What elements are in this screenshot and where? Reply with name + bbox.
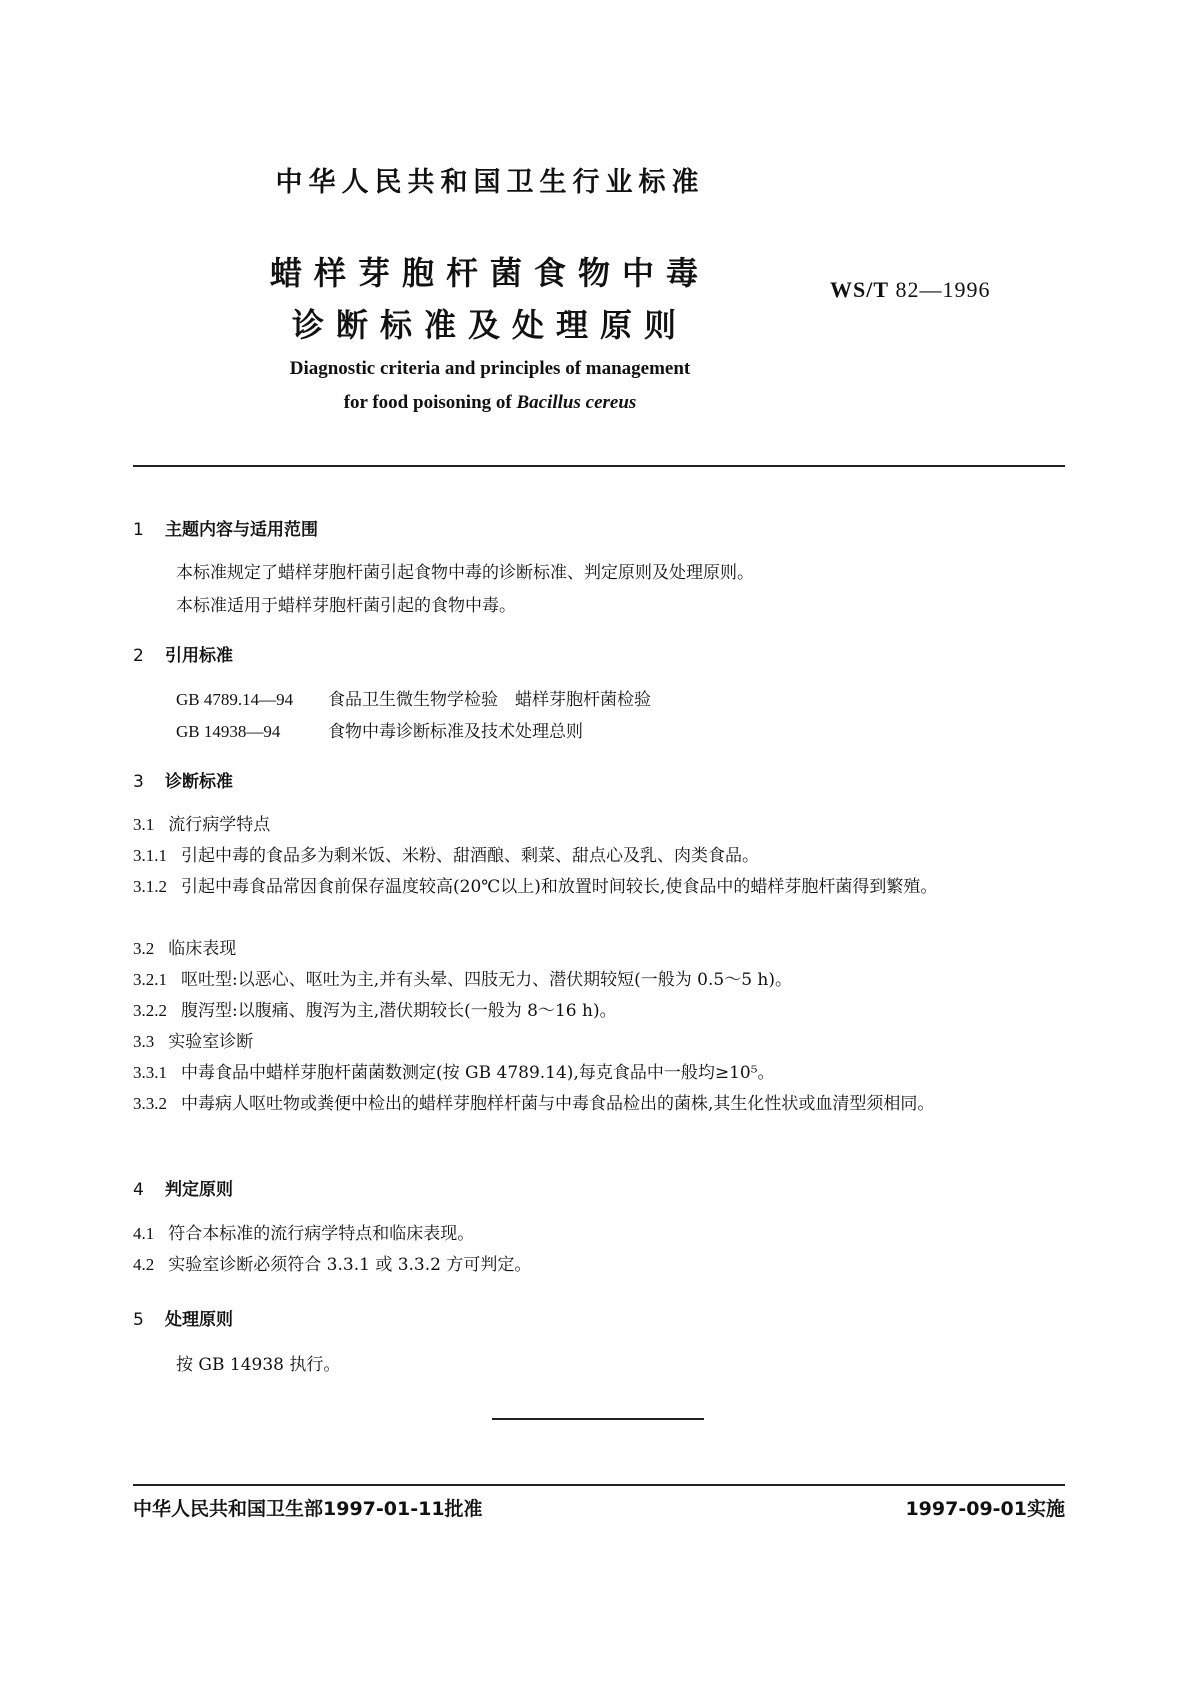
section-title: 判定原则 bbox=[165, 1180, 233, 1200]
reference-title: 食物中毒诊断标准及技术处理总则 bbox=[328, 722, 583, 742]
clause-number: 3.3 bbox=[133, 1032, 155, 1051]
section-title: 引用标准 bbox=[165, 646, 233, 666]
clause-item bbox=[133, 810, 1065, 840]
standard-code-number: 82—1996 bbox=[895, 277, 991, 302]
title-en-species: Bacillus cereus bbox=[516, 392, 637, 413]
effective-date: 1997-09-01实施 bbox=[905, 1498, 1065, 1520]
clause-number: 3.1.1 bbox=[133, 846, 167, 865]
section-1-paragraph-1: 本标准规定了蜡样芽胞杆菌引起食物中毒的诊断标准、判定原则及处理原则。 bbox=[176, 563, 754, 583]
clause-item bbox=[133, 1250, 1065, 1280]
clause-number: 4.2 bbox=[133, 1255, 155, 1274]
clause-number: 3.1.2 bbox=[133, 877, 167, 896]
section-2-heading bbox=[133, 641, 233, 666]
title-cn-line2: 诊断标准及处理原则 bbox=[291, 306, 688, 344]
section-number: 5 bbox=[133, 1310, 144, 1330]
clause-number: 3.2 bbox=[133, 939, 155, 958]
approval-date: 中华人民共和国卫生部1997-01-11批准 bbox=[133, 1498, 483, 1520]
issuing-organization: 中华人民共和国卫生行业标准 bbox=[275, 167, 705, 198]
standard-code bbox=[830, 277, 991, 303]
section-number: 2 bbox=[133, 646, 144, 666]
clause-item bbox=[133, 934, 1065, 964]
clause-number: 3.1 bbox=[133, 815, 155, 834]
clause-text: 流行病学特点 bbox=[168, 815, 271, 835]
section-number: 1 bbox=[133, 520, 144, 540]
footer-divider bbox=[133, 1484, 1065, 1486]
clause-text: 中毒食品中蜡样芽胞杆菌菌数测定(按 GB 4789.14),每克食品中一般均≥10⁵。 bbox=[181, 1063, 775, 1083]
title-cn-line1: 蜡样芽胞杆菌食物中毒 bbox=[269, 254, 710, 292]
clause-item bbox=[133, 872, 1065, 902]
reference-item bbox=[176, 717, 583, 742]
reference-code: GB 14938—94 bbox=[176, 722, 281, 741]
clause-text: 呕吐型:以恶心、呕吐为主,并有头晕、四肢无力、潜伏期较短(一般为 0.5～5 h)。 bbox=[181, 970, 793, 990]
section-title: 处理原则 bbox=[165, 1310, 233, 1330]
clause-item bbox=[133, 965, 1065, 995]
clause-number: 3.2.1 bbox=[133, 970, 167, 989]
clause-item bbox=[133, 1089, 1065, 1119]
section-number: 3 bbox=[133, 772, 144, 792]
clause-number: 4.1 bbox=[133, 1224, 155, 1243]
clause-item bbox=[133, 1058, 1065, 1088]
reference-code: GB 4789.14—94 bbox=[176, 690, 294, 709]
clause-text: 中毒病人呕吐物或粪便中检出的蜡样芽胞样杆菌与中毒食品检出的菌株,其生化性状或血清型须相同。 bbox=[181, 1094, 935, 1114]
clause-text: 引起中毒食品常因食前保存温度较高(20℃以上)和放置时间较长,使食品中的蜡样芽胞杆菌得到繁殖。 bbox=[181, 877, 938, 897]
clause-item bbox=[133, 841, 1065, 871]
section-1-paragraph-2: 本标准适用于蜡样芽胞杆菌引起的食物中毒。 bbox=[176, 596, 516, 616]
title-en-line2 bbox=[0, 392, 980, 414]
clause-text: 实验室诊断必须符合 3.3.1 或 3.3.2 方可判定。 bbox=[168, 1255, 532, 1275]
standard-code-prefix: WS/T bbox=[830, 277, 890, 302]
clause-number: 3.3.1 bbox=[133, 1063, 167, 1082]
clause-item bbox=[133, 1027, 1065, 1057]
section-4-heading bbox=[133, 1175, 233, 1200]
section-title: 诊断标准 bbox=[165, 772, 233, 792]
clause-number: 3.2.2 bbox=[133, 1001, 167, 1020]
title-en-line2-prefix: for food poisoning of bbox=[343, 392, 517, 413]
end-of-text-rule bbox=[492, 1418, 704, 1420]
title-en-line1: Diagnostic criteria and principles of management bbox=[289, 358, 691, 379]
clause-number: 3.3.2 bbox=[133, 1094, 167, 1113]
clause-text: 临床表现 bbox=[168, 939, 237, 959]
clause-text: 实验室诊断 bbox=[168, 1032, 254, 1052]
section-5-heading bbox=[133, 1305, 233, 1330]
header-divider bbox=[133, 465, 1065, 467]
section-3-heading bbox=[133, 767, 233, 792]
clause-text: 引起中毒的食品多为剩米饭、米粉、甜酒酿、剩菜、甜点心及乳、肉类食品。 bbox=[181, 846, 759, 866]
clause-text: 符合本标准的流行病学特点和临床表现。 bbox=[168, 1224, 475, 1244]
section-number: 4 bbox=[133, 1180, 144, 1200]
clause-text: 腹泻型:以腹痛、腹泻为主,潜伏期较长(一般为 8～16 h)。 bbox=[181, 1001, 617, 1021]
reference-item bbox=[176, 685, 651, 710]
reference-title: 食品卫生微生物学检验 蜡样芽胞杆菌检验 bbox=[328, 690, 651, 710]
clause-item bbox=[133, 996, 1065, 1026]
section-5-paragraph: 按 GB 14938 执行。 bbox=[176, 1355, 341, 1375]
clause-item bbox=[133, 1219, 1065, 1249]
section-title: 主题内容与适用范围 bbox=[165, 520, 318, 540]
section-1-heading bbox=[133, 515, 318, 540]
